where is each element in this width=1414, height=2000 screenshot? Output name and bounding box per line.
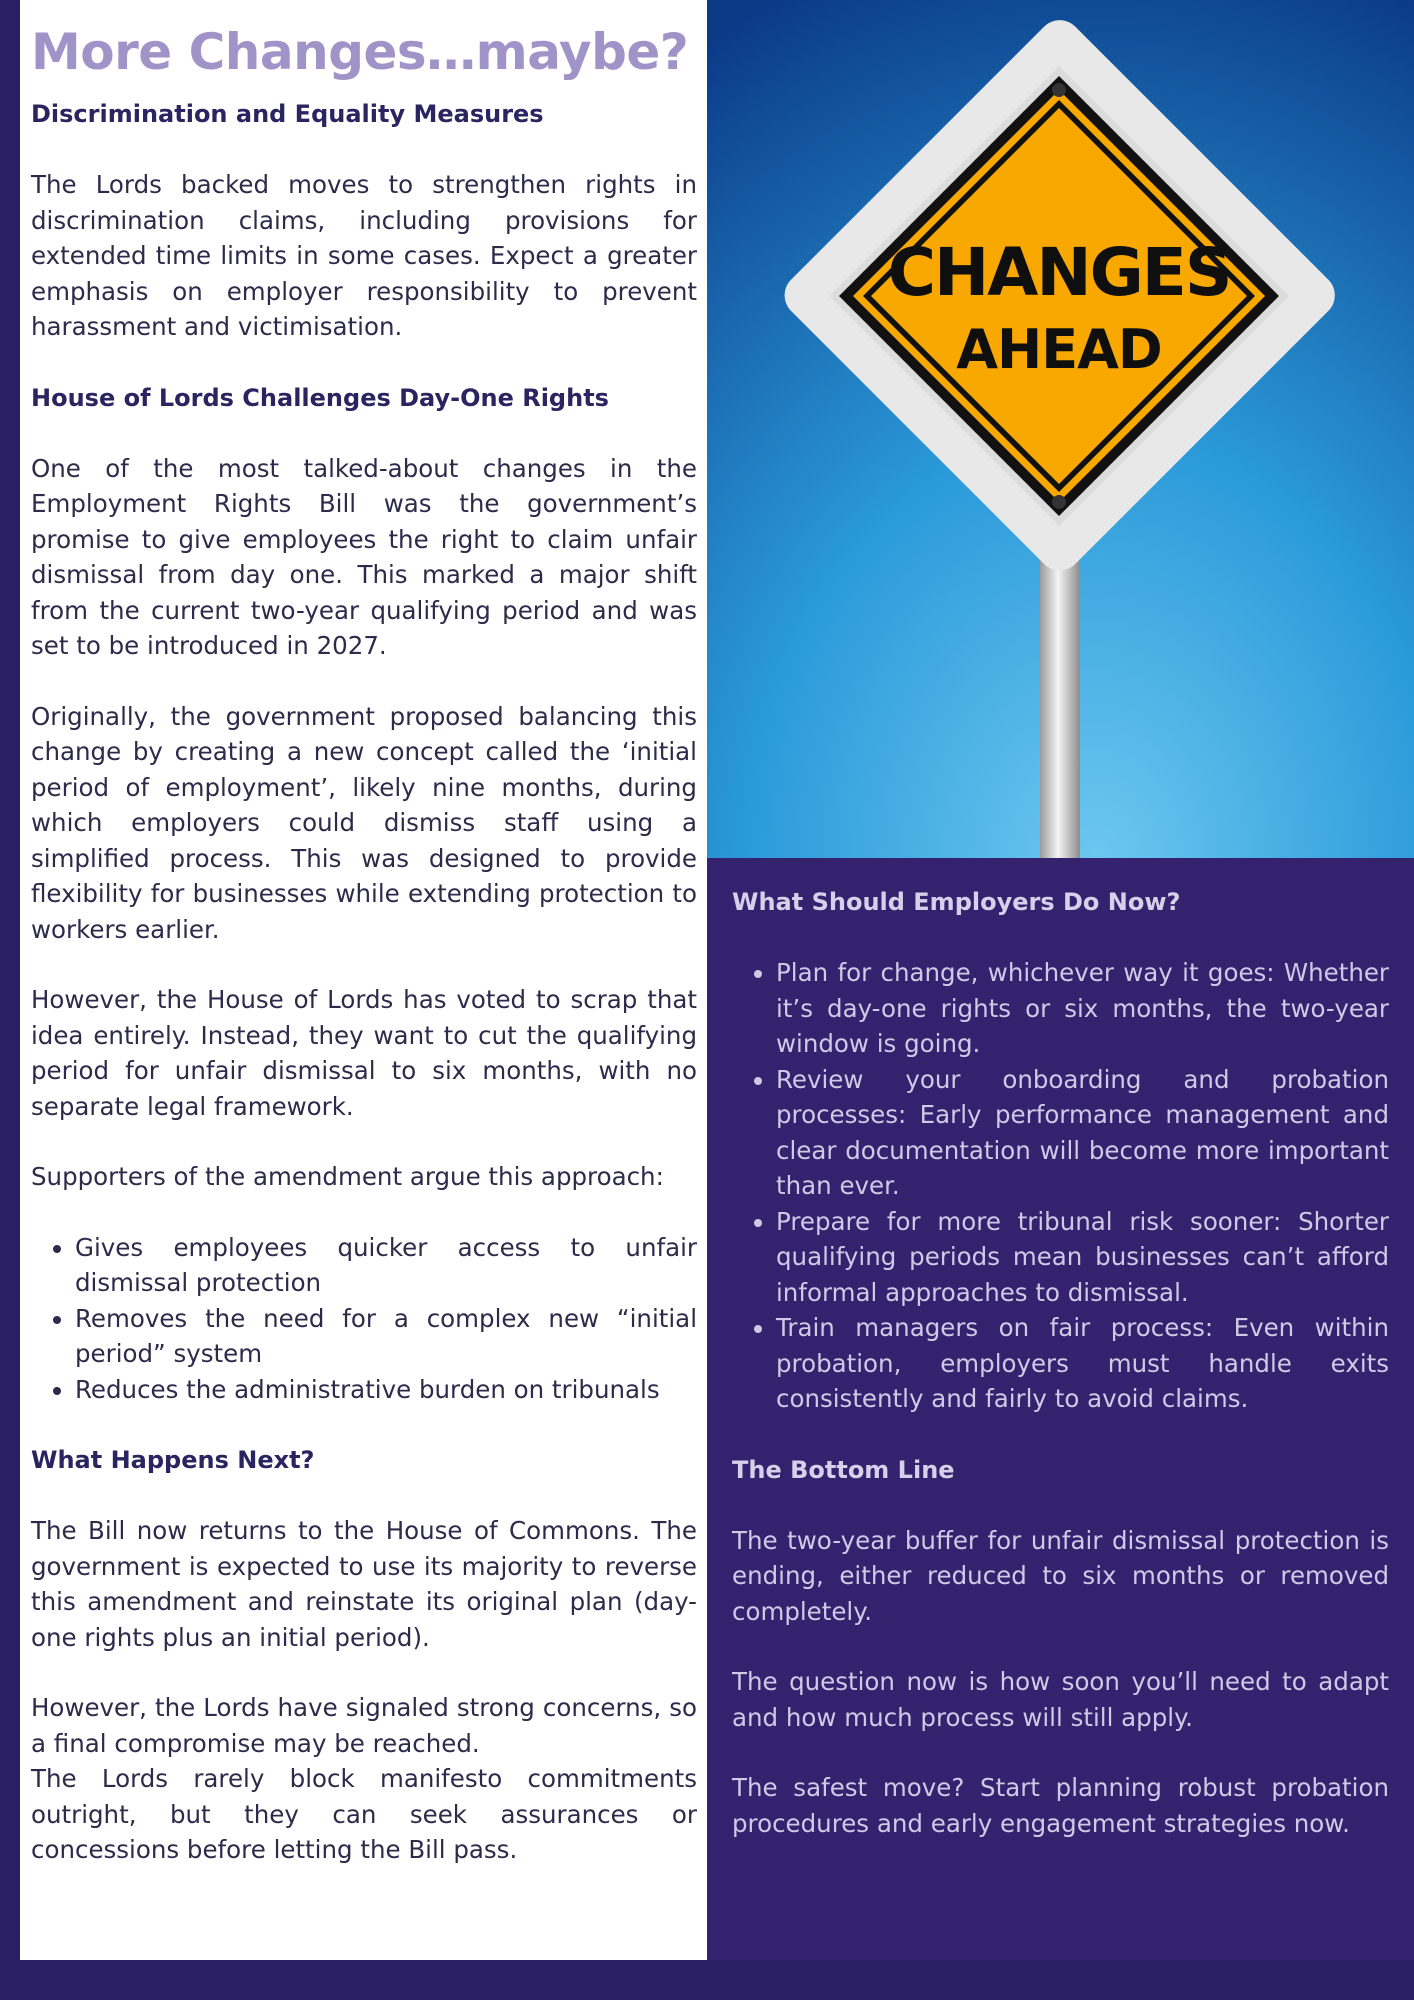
list-item: • Review your onboarding and probation processes: Early performance management and clear documentation will become more important than ever. — [776, 1062, 1389, 1204]
employer-action-list — [732, 955, 1389, 1417]
heading-lords-challenges: House of Lords Challenges Day-One Rights — [31, 383, 609, 412]
paragraph-compromise: However, the Lords have signaled strong concerns, so a final compromise may be reached. — [31, 1693, 697, 1758]
list-item: • Gives employees quicker access to unfair dismissal protection — [75, 1230, 697, 1301]
supporter-list — [31, 1230, 697, 1408]
heading-what-happens-next: What Happens Next? — [31, 1446, 315, 1474]
road-sign-illustration — [707, 0, 1414, 858]
heading-what-employers-do: What Should Employers Do Now? — [732, 888, 1181, 916]
sign-text-ahead: AHEAD — [956, 318, 1162, 381]
list-item: • Plan for change, whichever way it goes: Whether it’s day-one rights or six months, the two-year window is going. — [776, 955, 1389, 1062]
paragraph-lords-vote: However, the House of Lords has voted to scrap that idea entirely. Instead, they want to cut the qualifying period for unfair dismissal to six months, with no separate legal framework. — [31, 985, 697, 1121]
paragraph-concessions: The Lords rarely block manifesto commitments outright, but they can seek assurances or concessions before letting the Bill pass. — [31, 1764, 697, 1864]
page-title: More Changes…maybe? — [31, 23, 689, 81]
paragraph-commons: The Bill now returns to the House of Commons. The government is expected to use its majority to reverse this amendment and reinstate its original plan (day-one rights plus an initial period). — [31, 1516, 697, 1652]
changes-ahead-image — [707, 0, 1414, 858]
right-column — [707, 858, 1414, 1960]
list-item: • Removes the need for a complex new “initial period” system — [75, 1301, 697, 1372]
paragraph-supporters: Supporters of the amendment argue this approach: — [31, 1162, 664, 1191]
bolt-bottom — [1052, 495, 1066, 509]
heading-bottom-line: The Bottom Line — [732, 1455, 955, 1484]
paragraph-buffer-ending: The two-year buffer for unfair dismissal protection is ending, either reduced to six months or removed completely. — [732, 1525, 1389, 1626]
paragraph-initial-period: Originally, the government proposed balancing this change by creating a new concept called the ‘initial period of employment’, likely nine months, during which employers could dismiss staff using a simplified process. This was designed to provide flexibility for businesses while extending protection to workers earlier. — [31, 701, 697, 944]
list-item: • Train managers on fair process: Even within probation, employers must handle exits consistently and fairly to avoid claims. — [776, 1310, 1389, 1417]
paragraph-discrimination: The Lords backed moves to strengthen rights in discrimination claims, including provisions for extended time limits in some cases. Expect a greater emphasis on employer responsibility to prevent harassment and victimisation. — [31, 170, 697, 341]
bolt-top — [1052, 83, 1066, 97]
sign-text-changes: CHANGES — [887, 234, 1231, 311]
list-item: • Prepare for more tribunal risk sooner: Shorter qualifying periods mean businesses can’t afford informal approaches to dismissal. — [776, 1204, 1389, 1311]
paragraph-safest-move: The safest move? Start planning robust probation procedures and early engagement strategies now. — [732, 1773, 1389, 1838]
paragraph-question: The question now is how soon you’ll need to adapt and how much process will still apply. — [732, 1667, 1389, 1732]
paragraph-day-one-rights: One of the most talked-about changes in the Employment Rights Bill was the government’s promise to give employees the right to claim unfair dismissal from day one. This marked a major shift from the current two-year qualifying period and was set to be introduced in 2027. — [31, 453, 697, 660]
footer-band — [0, 1960, 1414, 2000]
heading-discrimination: Discrimination and Equality Measures — [31, 100, 544, 128]
list-item: • Reduces the administrative burden on tribunals — [75, 1372, 697, 1408]
left-column — [20, 0, 707, 1960]
